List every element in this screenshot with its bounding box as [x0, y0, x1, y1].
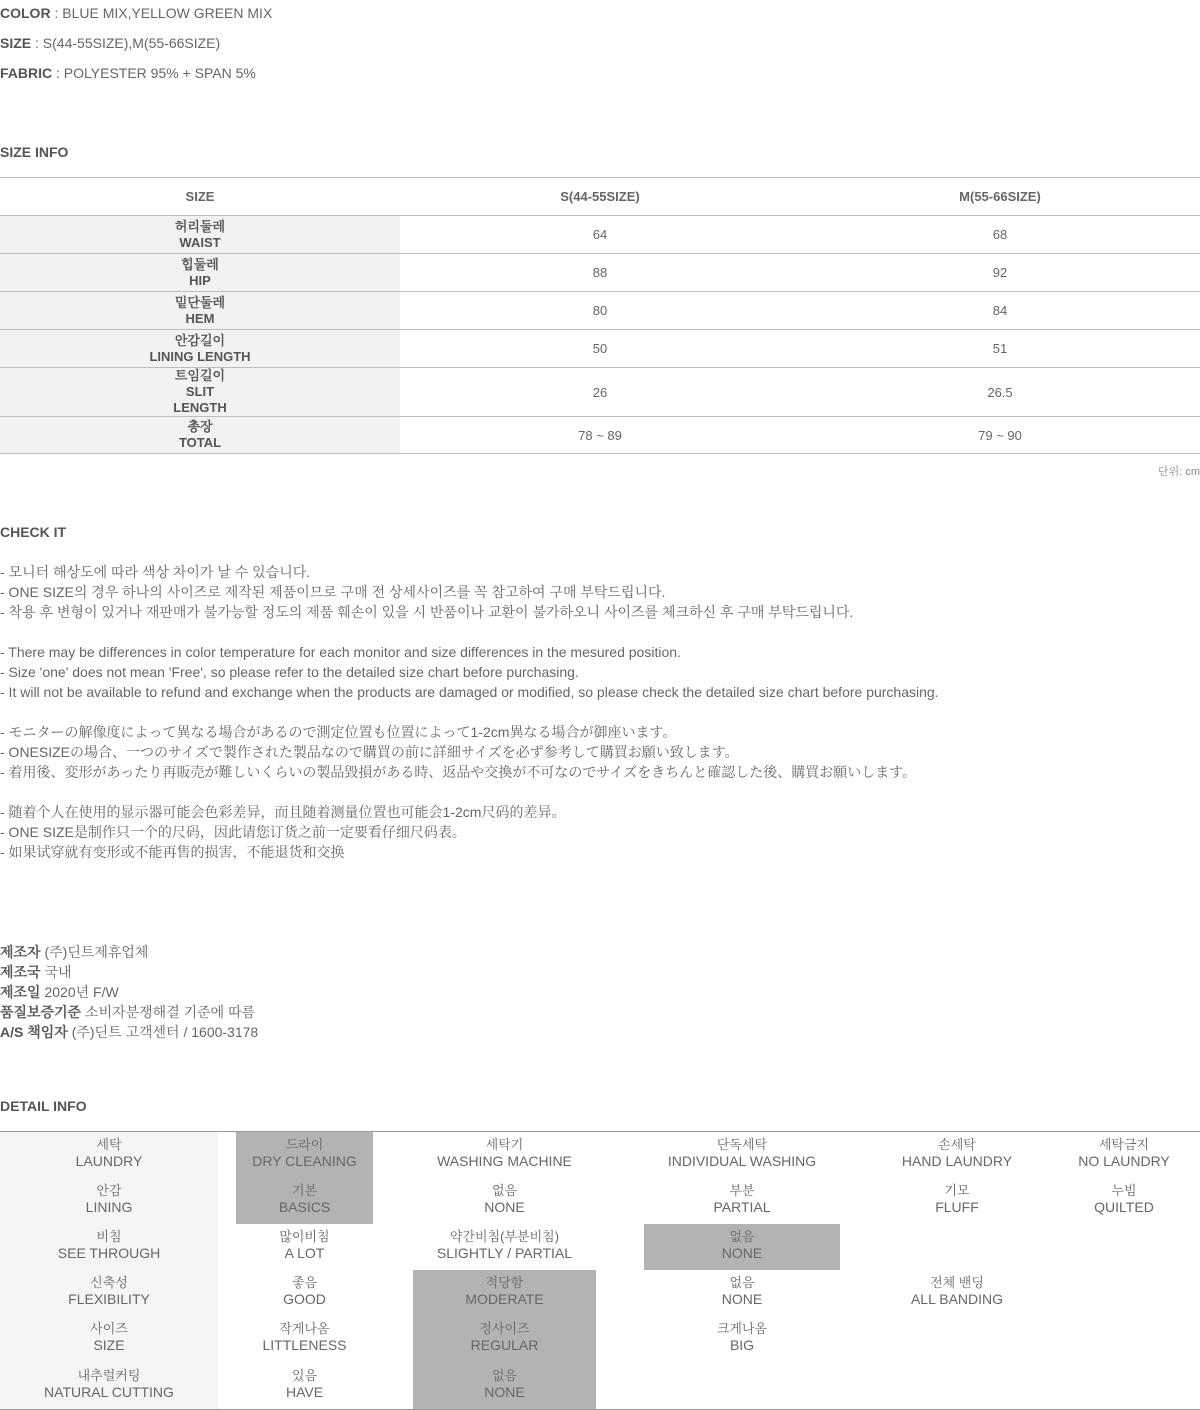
- cell-ko: 드라이: [285, 1137, 324, 1152]
- cell-en: GOOD: [283, 1291, 326, 1307]
- cell-ko: 적당함: [485, 1275, 524, 1290]
- row-label-ko: 트임길이: [174, 368, 226, 383]
- maker-info: [0, 942, 258, 1042]
- cell-en: NONE: [484, 1199, 525, 1215]
- cell-m: 84: [800, 292, 1200, 330]
- maker-value: (주)딘트제휴업체: [40, 944, 149, 960]
- maker-label: 품질보증기준: [0, 1004, 82, 1020]
- note-ja: - モニターの解像度によって異なる場合があるので測定位置も位置によって1-2cm異なる場合が御座います。: [0, 724, 677, 740]
- size-table: [0, 177, 1200, 454]
- cell-ko: 세탁기: [485, 1137, 524, 1152]
- maker-label: A/S 책임자: [0, 1024, 68, 1040]
- cell-ko: 많이비침: [279, 1229, 330, 1244]
- cell-m: 51: [800, 330, 1200, 368]
- cell-ko: 안감: [96, 1183, 122, 1198]
- cell-en: FLEXIBILITY: [68, 1291, 150, 1307]
- cell-m: 79 ~ 90: [800, 417, 1200, 454]
- detail-option: [644, 1136, 840, 1170]
- cell-ko: 없음: [729, 1229, 755, 1244]
- check-it-notes: [0, 562, 1200, 862]
- cell-en: NONE: [721, 1291, 763, 1307]
- row-label-en2: LENGTH: [173, 400, 227, 415]
- note-ja: - 着用後、変形があったり再販売が難しいくらいの製品毀損がある時、返品や交換が不可なのでサイズをきちんと確認した後、購買お願いします。: [0, 764, 917, 780]
- detail-option: [1062, 1136, 1186, 1170]
- detail-option: [644, 1228, 840, 1262]
- maker-line: [0, 982, 258, 1002]
- spec-color: [0, 5, 272, 21]
- cell-ko: 세탁: [96, 1137, 122, 1152]
- row-label: [0, 368, 400, 417]
- cell-ko: 누빔: [1111, 1183, 1137, 1198]
- size-header-m: M(55-66SIZE): [800, 178, 1200, 216]
- cell-ko: 기모: [944, 1183, 970, 1198]
- size-header-size: SIZE: [0, 178, 400, 216]
- cell-ko: 좋음: [291, 1275, 318, 1290]
- spec-color-value: : BLUE MIX,YELLOW GREEN MIX: [50, 5, 273, 21]
- note-en: - Size 'one' does not mean 'Free', so please refer to the detailed size chart before purchasing.: [0, 664, 579, 680]
- table-row: [0, 292, 1200, 330]
- table-row: [0, 216, 1200, 254]
- row-label: [0, 216, 400, 254]
- row-label: [0, 330, 400, 368]
- check-it-title: CHECK IT: [0, 524, 67, 540]
- detail-option: [1062, 1182, 1186, 1216]
- detail-option: [413, 1274, 596, 1308]
- spec-fabric-value: : POLYESTER 95% + SPAN 5%: [52, 65, 256, 81]
- cell-m: 68: [800, 216, 1200, 254]
- detail-option: [236, 1182, 373, 1216]
- cell-en: WASHING MACHINE: [437, 1153, 572, 1169]
- row-label-en: TOTAL: [178, 435, 222, 450]
- row-label-ko: 허리둘레: [174, 218, 226, 234]
- cell-en: LINING: [85, 1199, 133, 1215]
- cell-s: 26: [400, 368, 800, 417]
- spec-fabric-label: FABRIC: [0, 65, 53, 81]
- row-label-ko: 총장: [187, 419, 213, 434]
- cell-en: NO LAUNDRY: [1078, 1153, 1170, 1169]
- cell-ko: 부분: [729, 1183, 755, 1198]
- cell-en: QUILTED: [1094, 1199, 1154, 1215]
- detail-option: [872, 1136, 1042, 1170]
- size-table-header: [0, 178, 1200, 216]
- cell-en: NONE: [484, 1384, 525, 1400]
- detail-label-lining: [0, 1182, 218, 1216]
- note-zh: - ONE SIZE是制作只一个的尺码，因此请您订货之前一定要看仔细尺码表。: [0, 824, 466, 840]
- detail-info-title: DETAIL INFO: [0, 1098, 87, 1114]
- maker-value: 2020년 F/W: [40, 984, 119, 1000]
- cell-en: HAVE: [285, 1384, 324, 1400]
- detail-option: [236, 1320, 373, 1354]
- cell-ko: 세탁금지: [1098, 1137, 1150, 1152]
- detail-option: [872, 1274, 1042, 1308]
- detail-label-flexibility: [0, 1274, 218, 1308]
- cell-en: PARTIAL: [713, 1199, 771, 1215]
- detail-option: [644, 1274, 840, 1308]
- note-ko: - 모니터 해상도에 따라 색상 차이가 날 수 있습니다.: [0, 564, 311, 580]
- detail-option: [644, 1320, 840, 1354]
- cell-s: 80: [400, 292, 800, 330]
- maker-line: [0, 962, 258, 982]
- cell-en: INDIVIDUAL WASHING: [667, 1153, 817, 1169]
- row-label: [0, 292, 400, 330]
- cell-en: SIZE: [93, 1337, 125, 1353]
- cell-ko: 단독세탁: [716, 1137, 768, 1152]
- maker-value: 소비자분쟁해결 기준에 따름: [81, 1004, 256, 1020]
- table-row: [0, 417, 1200, 454]
- detail-label-laundry: [0, 1136, 218, 1170]
- cell-ko: 없음: [729, 1275, 755, 1290]
- cell-s: 50: [400, 330, 800, 368]
- table-row: [0, 330, 1200, 368]
- maker-line: [0, 1022, 258, 1042]
- row-label: [0, 417, 400, 454]
- spec-fabric: [0, 65, 256, 81]
- cell-ko: 없음: [491, 1368, 518, 1383]
- spec-size: [0, 35, 220, 51]
- maker-line: [0, 1002, 258, 1022]
- row-label-ko: 힙둘레: [181, 256, 219, 272]
- cell-m: 92: [800, 254, 1200, 292]
- cell-en: A LOT: [284, 1245, 325, 1261]
- cell-en: BASICS: [278, 1199, 331, 1215]
- detail-option: [413, 1136, 596, 1170]
- cell-ko: 있음: [291, 1368, 318, 1383]
- note-zh: - 如果试穿就有变形或不能再售的损害，不能退货和交换: [0, 844, 345, 860]
- detail-option: [413, 1182, 596, 1216]
- detail-option: [236, 1228, 373, 1262]
- detail-option: [413, 1367, 596, 1401]
- spec-size-value: : S(44-55SIZE),M(55-66SIZE): [31, 35, 221, 51]
- cell-en: LAUNDRY: [75, 1153, 143, 1169]
- detail-label-natural-cutting: [0, 1367, 218, 1401]
- cell-ko: 사이즈: [90, 1321, 128, 1336]
- detail-grid: [0, 1131, 1200, 1410]
- row-label-en: SLIT: [185, 384, 215, 399]
- maker-label: 제조국: [0, 964, 41, 980]
- cell-ko: 크게나옴: [716, 1321, 768, 1336]
- row-label-en: WAIST: [179, 234, 221, 250]
- note-ko: - 착용 후 변형이 있거나 재판매가 불가능할 정도의 제품 훼손이 있을 시 반품이나 교환이 불가하오니 사이즈를 체크하신 후 구매 부탁드립니다.: [0, 604, 854, 620]
- cell-s: 64: [400, 216, 800, 254]
- detail-option: [413, 1320, 596, 1354]
- detail-option: [396, 1228, 613, 1262]
- cell-en: NONE: [721, 1245, 763, 1261]
- cell-en: MODERATE: [465, 1291, 544, 1307]
- maker-line: [0, 942, 258, 962]
- cell-s: 78 ~ 89: [400, 417, 800, 454]
- size-header-s: S(44-55SIZE): [400, 178, 800, 216]
- detail-option: [236, 1136, 373, 1170]
- unit-note: 단위: cm: [1157, 466, 1200, 478]
- row-label-en: LINING LENGTH: [149, 348, 251, 364]
- cell-ko: 전체 밴딩: [930, 1275, 984, 1290]
- cell-en: BIG: [729, 1337, 755, 1353]
- cell-en: DRY CLEANING: [252, 1153, 357, 1169]
- detail-option: [644, 1182, 840, 1216]
- cell-en: HAND LAUNDRY: [901, 1153, 1013, 1169]
- maker-value: 국내: [40, 964, 72, 980]
- cell-ko: 정사이즈: [479, 1321, 530, 1336]
- cell-ko: 약간비침(부분비침): [449, 1229, 560, 1244]
- table-row: [0, 254, 1200, 292]
- cell-ko: 비침: [96, 1229, 122, 1244]
- detail-option: [236, 1367, 373, 1401]
- detail-option: [236, 1274, 373, 1308]
- row-label-ko: 밑단둘레: [174, 294, 226, 310]
- note-zh: - 随着个人在使用的显示器可能会色彩差异，而且随着测量位置也可能会1-2cm尺码的差异。: [0, 804, 566, 820]
- cell-ko: 작게나옴: [279, 1321, 330, 1336]
- detail-label-see-through: [0, 1228, 218, 1262]
- note-ko: - ONE SIZE의 경우 하나의 사이즈로 제작된 제품이므로 구매 전 상세사이즈를 꼭 참고하여 구매 부탁드립니다.: [0, 584, 666, 600]
- cell-ko: 내추럴커팅: [77, 1368, 141, 1383]
- maker-value: (주)딘트 고객센터 / 1600-3178: [67, 1024, 259, 1040]
- cell-en: FLUFF: [935, 1199, 979, 1215]
- detail-label-size: [0, 1320, 218, 1354]
- maker-label: 제조일: [0, 984, 41, 1000]
- detail-option: [872, 1182, 1042, 1216]
- spec-color-label: COLOR: [0, 5, 51, 21]
- note-en: - It will not be available to refund and exchange when the products are damaged or modified, so please check the detailed size chart before purchasing.: [0, 684, 939, 700]
- cell-en: SLIGHTLY / PARTIAL: [436, 1245, 573, 1261]
- cell-ko: 기본: [291, 1183, 318, 1198]
- row-label-ko: 안감길이: [174, 332, 226, 348]
- cell-s: 88: [400, 254, 800, 292]
- note-en: - There may be differences in color temperature for each monitor and size differences in the mesured position.: [0, 644, 681, 660]
- cell-en: ALL BANDING: [910, 1291, 1004, 1307]
- row-label: [0, 254, 400, 292]
- cell-ko: 신축성: [90, 1275, 128, 1290]
- spec-size-label: SIZE: [0, 35, 32, 51]
- note-ja: - ONESIZEの場合、一つのサイズで製作された製品なので購買の前に詳細サイズを必ず参考して購買お願い致します。: [0, 744, 739, 760]
- cell-en: SEE THROUGH: [57, 1245, 161, 1261]
- cell-ko: 손세탁: [938, 1137, 976, 1152]
- row-label-en: HIP: [189, 272, 211, 288]
- maker-label: 제조자: [0, 944, 41, 960]
- row-label-en: HEM: [185, 310, 215, 326]
- cell-en: NATURAL CUTTING: [44, 1384, 174, 1400]
- cell-ko: 없음: [491, 1183, 518, 1198]
- size-info-title: SIZE INFO: [0, 144, 69, 160]
- cell-en: LITTLENESS: [262, 1337, 347, 1353]
- cell-en: REGULAR: [470, 1337, 539, 1353]
- cell-m: 26.5: [800, 368, 1200, 417]
- table-row: [0, 368, 1200, 417]
